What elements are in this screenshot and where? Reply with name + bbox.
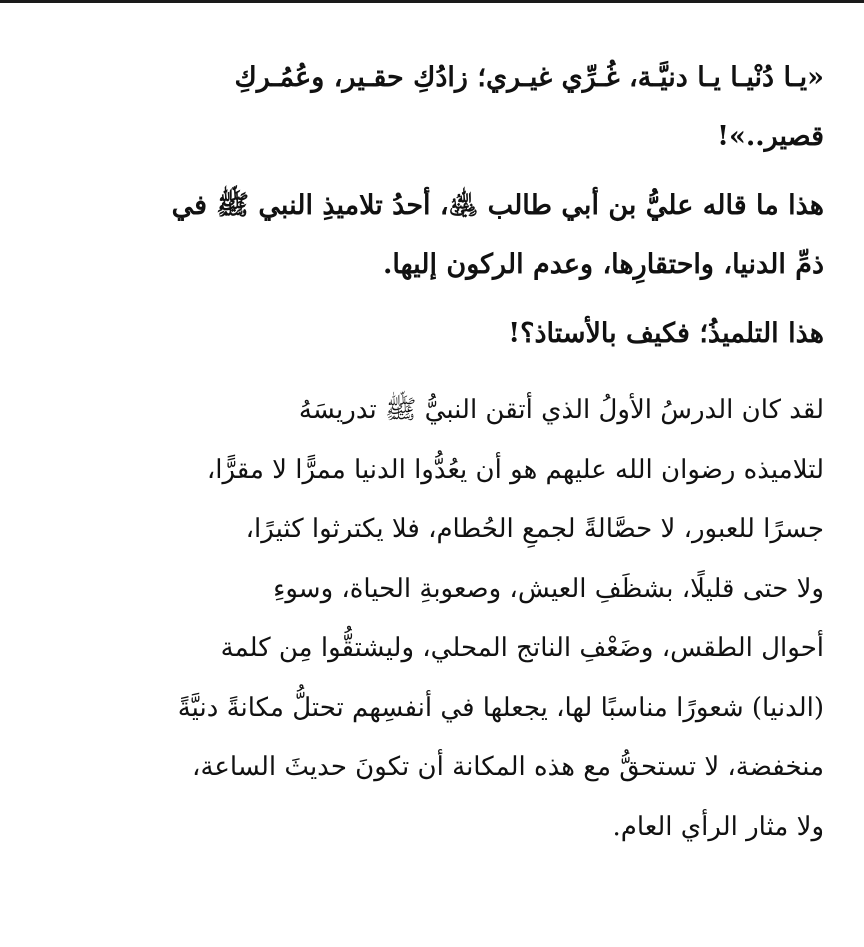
main-line-1: لقد كان الدرسُ الأولُ الذي أتقن النبيُّ ﷺ تدريسَهُ: [298, 395, 824, 425]
top-rule: [0, 0, 864, 3]
main-line-4: ولا حتى قليلًا، بشظَفِ العيش، وصعوبةِ الحياة، وسوءِ: [273, 573, 824, 604]
student-line-1: هذا التلميذُ؛ فكيف بالأستاذ؟!: [508, 318, 824, 349]
quote-line-2: قصير..»!: [717, 121, 824, 152]
main-paragraph: [40, 381, 824, 857]
main-line-3: جسرًا للعبور، لا حصَّالةً لجمعِ الحُطام، فلا يكترثوا كثيرًا،: [245, 514, 824, 544]
student-paragraph: [40, 304, 824, 363]
ali-paragraph: [40, 176, 824, 294]
main-line-6: (الدنيا) شعورًا مناسبًا لها، يجعلها في أنفسِهم تحتلُّ مكانةً دنيَّةً: [177, 692, 824, 723]
main-line-2: لتلاميذه رضوان الله عليهم هو أن يعُدُّوا الدنيا ممرًّا لا مقرًّا،: [206, 454, 824, 485]
main-line-8: ولا مثار الرأي العام.: [612, 811, 824, 842]
main-line-7: منخفضة، لا تستحقُّ مع هذه المكانة أن تكونَ حديثَ الساعة،: [192, 752, 824, 782]
main-line-5: أحوال الطقس، وضَعْفِ الناتج المحلي، وليشتقُّوا مِن كلمة: [220, 633, 824, 663]
ali-line-2: ذمِّ الدنيا، واحتقارِها، وعدم الركون إليها.: [383, 249, 824, 280]
quote-line-1: «يـا دُنْيـا يـا دنيَّـة، غُـرِّي غيـري؛ زادُكِ حقـير، وعُمُـركِ: [234, 62, 824, 93]
ali-line-1: هذا ما قاله عليُّ بن أبي طالب ﵁، أحدُ تلاميذِ النبي ﷺ في: [171, 190, 824, 221]
quote-paragraph: [40, 48, 824, 166]
document-page: [40, 48, 824, 857]
